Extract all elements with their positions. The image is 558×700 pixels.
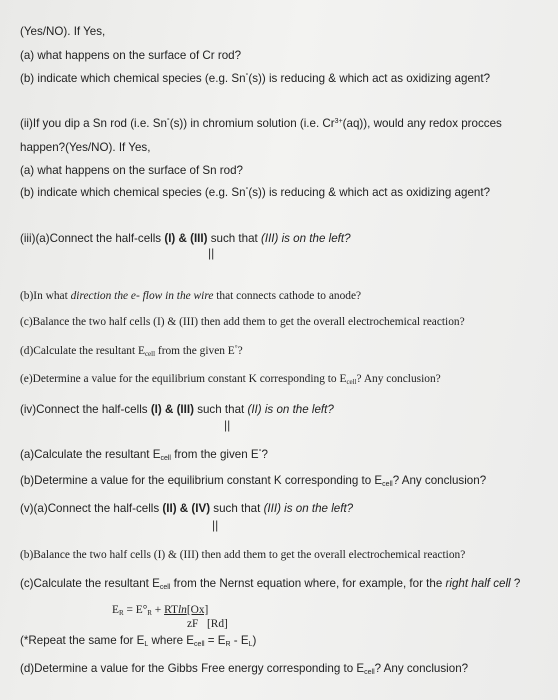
text-line-17: (b)Balance the two half cells (I) & (III) then add them to get the overall electrochemical reaction? [20,549,466,561]
nernst-equation-numerator: $E_R = E^\circ_R + RTln[Ox]$ [112,604,209,617]
text-line-11: (d)Calculate the resultant $E_{cell}$ from the given E°? [20,344,243,358]
double-bar-symbol-3: || [212,518,219,532]
text-line-6: (a) what happens on the surface of Sn rod? [20,164,243,177]
text-line-1: (Yes/NO). If Yes, [20,25,106,38]
text-line-7: (b) indicate which chemical species (e.g. Sn°(s)) is reducing & which act as oxidizing agent? [20,186,491,199]
text-line-18: (c)Calculate the resultant $E_{cell}$ from the Nernst equation where, for example, for the right half cell ? [20,577,521,591]
text-line-19: (*Repeat the same for $E_L$ where $E_{cell} = E_R - E_L$) [20,634,257,648]
text-line-5: happen?(Yes/NO). If Yes, [20,141,151,154]
text-line-15: (b)Determine a value for the equilibrium constant K corresponding to $E_{cell}$? Any conclusion? [20,474,487,488]
text-line-20: (d)Determine a value for the Gibbs Free energy corresponding to $E_{cell}$? Any conclusion? [20,662,469,676]
text-line-4: (ii)If you dip a Sn rod (i.e. Sn°(s)) in chromium solution (i.e. $Cr^{3+}(aq)$), would any redox procces [20,117,502,130]
text-line-3: (b) indicate which chemical species (e.g. Sn°(s)) is reducing & which act as oxidizing agent? [20,72,491,85]
text-line-10: (c)Balance the two half cells (I) & (III) then add them to get the overall electrochemical reaction? [20,316,465,328]
double-bar-symbol-2: || [224,418,231,432]
double-bar-symbol: || [208,246,215,260]
nernst-equation-denominator: zF [Rd] [187,618,228,630]
text-line-14: (a)Calculate the resultant $E_{cell}$ from the given E°? [20,448,268,462]
text-line-9: (b)In what direction the e- flow in the wire that connects cathode to anode? [20,290,362,302]
text-line-12: (e)Determine a value for the equilibrium constant K corresponding to $E_{cell}$? Any conclusion? [20,373,441,386]
text-line-13: (iv)Connect the half-cells (I) & (III) such that (II) is on the left? [20,403,334,416]
text-line-8: (iii)(a)Connect the half-cells (I) & (III) such that (III) is on the left? [20,232,351,245]
text-line-2: (a) what happens on the surface of Cr rod? [20,49,242,62]
text-line-16: (v)(a)Connect the half-cells (II) & (IV) such that (III) is on the left? [20,502,354,515]
